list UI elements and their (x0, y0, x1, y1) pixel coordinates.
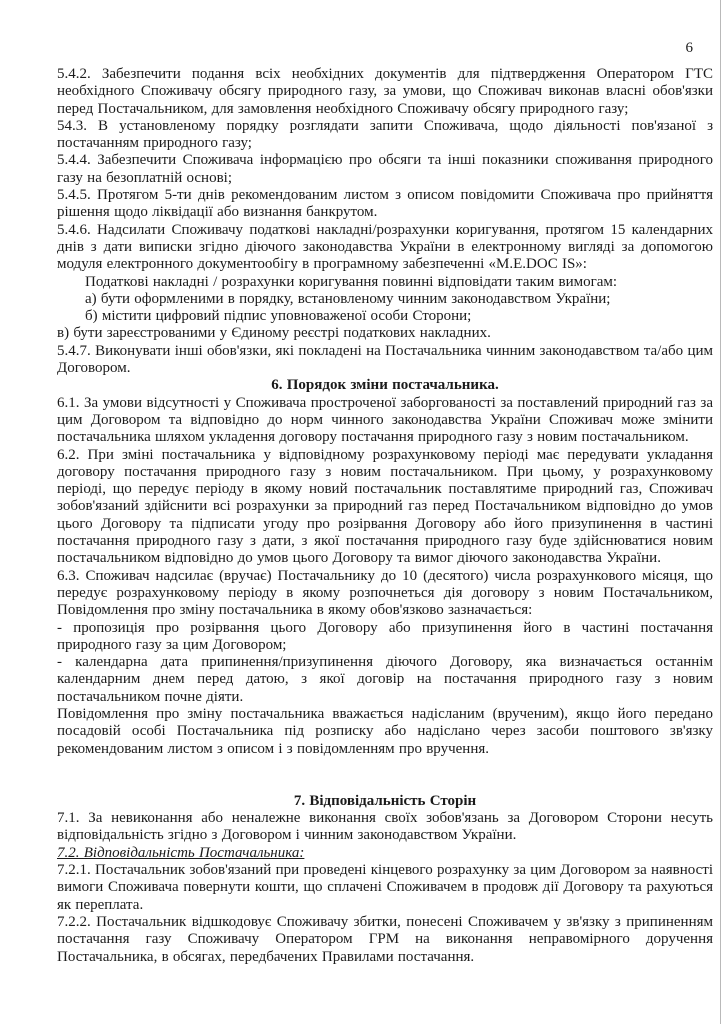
paragraph-tax-requirements-intro: Податкові накладні / розрахунки коригування повинні відповідати таким вимогам: (85, 273, 618, 290)
list-item-a: а) бути оформленими в порядку, встановленому чинним законодавством України; (85, 290, 611, 307)
paragraph-6-2: 6.2. При зміні постачальника у відповідному розрахунковому періоді має передувати укладання договору постачання природного газу з новим постачальником. При цьому, у розрахунковому періоді, що передує періоду в якому новий постачальник поставлятиме природний газ, Споживач зобов'язаний здійснити всі розрахунки за природний газ перед Постачальником відповідно до умов цього Договору та підписати угоду про розірвання Договору або його призупинення в частині постачання природного газу з дати, з якої постачання природного газу буде здійснюватися новим постачальником відповідно до умов цього Договору та вимог діючого законодавства України. (57, 446, 713, 567)
paragraph-5-4-2: 5.4.2. Забезпечити подання всіх необхідних документів для підтвердження Оператором ГТС необхідного Споживачу обсягу природного газу, за умови, що Споживач виконав власні обов'язки перед Постачальником, для замовлення необхідного Споживачу обсягу природного газу; (57, 66, 713, 117)
paragraph-6-3: 6.3. Споживач надсилає (вручає) Постачальнику до 10 (десятого) числа розрахункового місяця, що передує розрахунковому періоду в якому розпочнеться дія договору з новим Постачальником, Повідомлення про зміну постачальника в якому обов'язково зазначається: (57, 567, 713, 619)
paragraph-notice-delivery: Повідомлення про зміну постачальника вважається надісланим (врученим), якщо його передано посадовій особі Постачальника під розписку або надіслано через засоби поштового зв'язку рекомендованим листом з описом і з повідомленням про вручення. (57, 705, 713, 757)
scan-edge-line (720, 0, 721, 1024)
list-item-b: б) містити цифровий підпис уповноваженої особи Сторони; (85, 308, 472, 325)
dash-item-proposal: - пропозиція про розірвання цього Договору або призупинення його в частині постачання природного газу за цим Договором; (57, 619, 713, 653)
dash-item-date: - календарна дата припинення/призупинення діючого Договору, яка визначається останнім календарним днем перед датою, з якої договір на постачання природного газу з новим постачальником почне діяти. (57, 654, 713, 705)
paragraph-6-1: 6.1. За умови відсутності у Споживача простроченої заборгованості за поставлений природний газ за цим Договором та відповідно до норм чинного законодавства України Споживач може змінити постачальника шляхом укладення договору постачання природного газу з новим постачальником. (57, 394, 713, 446)
paragraph-5-4-4: 5.4.4. Забезпечити Споживача інформацією про обсяги та інші показники споживання природного газу на безоплатній основі; (57, 152, 713, 186)
paragraph-7-2-2: 7.2.2. Постачальник відшкодовує Споживачу збитки, понесені Споживачем у зв'язку з припиненням постачання газу Споживачу Оператором ГРМ на виконання неправомірного доручення Постачальника, в обсягах, передбачених Правилами постачання. (57, 913, 713, 965)
paragraph-7-2-1: 7.2.1. Постачальник зобов'язаний при проведені кінцевого розрахунку за цим Договором за наявності вимоги Споживача повернути кошти, що сплачені Споживачем в продовж дії Договору та рахуються як переплата. (57, 862, 713, 913)
list-item-v: в) бути зареєстрованими у Єдиному реєстрі податкових накладних. (57, 325, 491, 342)
paragraph-5-4-5: 5.4.5. Протягом 5-ти днів рекомендованим листом з описом повідомити Споживача про прийняття рішення щодо ліквідації або визнання банкрутом. (57, 187, 713, 221)
paragraph-54-3: 54.3. В установленому порядку розглядати запити Споживача, щодо діяльності пов'язаної з постачанням природного газу; (57, 117, 713, 152)
page-number: 6 (685, 40, 693, 56)
section-heading-7: 7. Відповідальність Сторін (293, 792, 477, 809)
paragraph-5-4-7: 5.4.7. Виконувати інші обов'язки, які покладені на Постачальника чинним законодавством та/або цим Договором. (57, 342, 713, 377)
paragraph-7-2-subheading: 7.2. Відповідальність Постачальника: (57, 844, 305, 861)
paragraph-5-4-6: 5.4.6. Надсилати Споживачу податкові накладні/розрахунки коригування, протягом 15 календарних днів з дати виписки згідно діючого законодавства України в електронному вигляді за допомогою модуля електронного документообігу в програмному забезпеченні «M.E.DOC IS»: (57, 221, 713, 273)
section-heading-6: 6. Порядок зміни постачальника. (271, 377, 499, 394)
document-content (57, 66, 713, 966)
paragraph-7-1: 7.1. За невиконання або неналежне виконання своїх зобов'язань за Договором Сторони несуть відповідальність згідно з Договором і чинним законодавством України. (57, 810, 713, 844)
